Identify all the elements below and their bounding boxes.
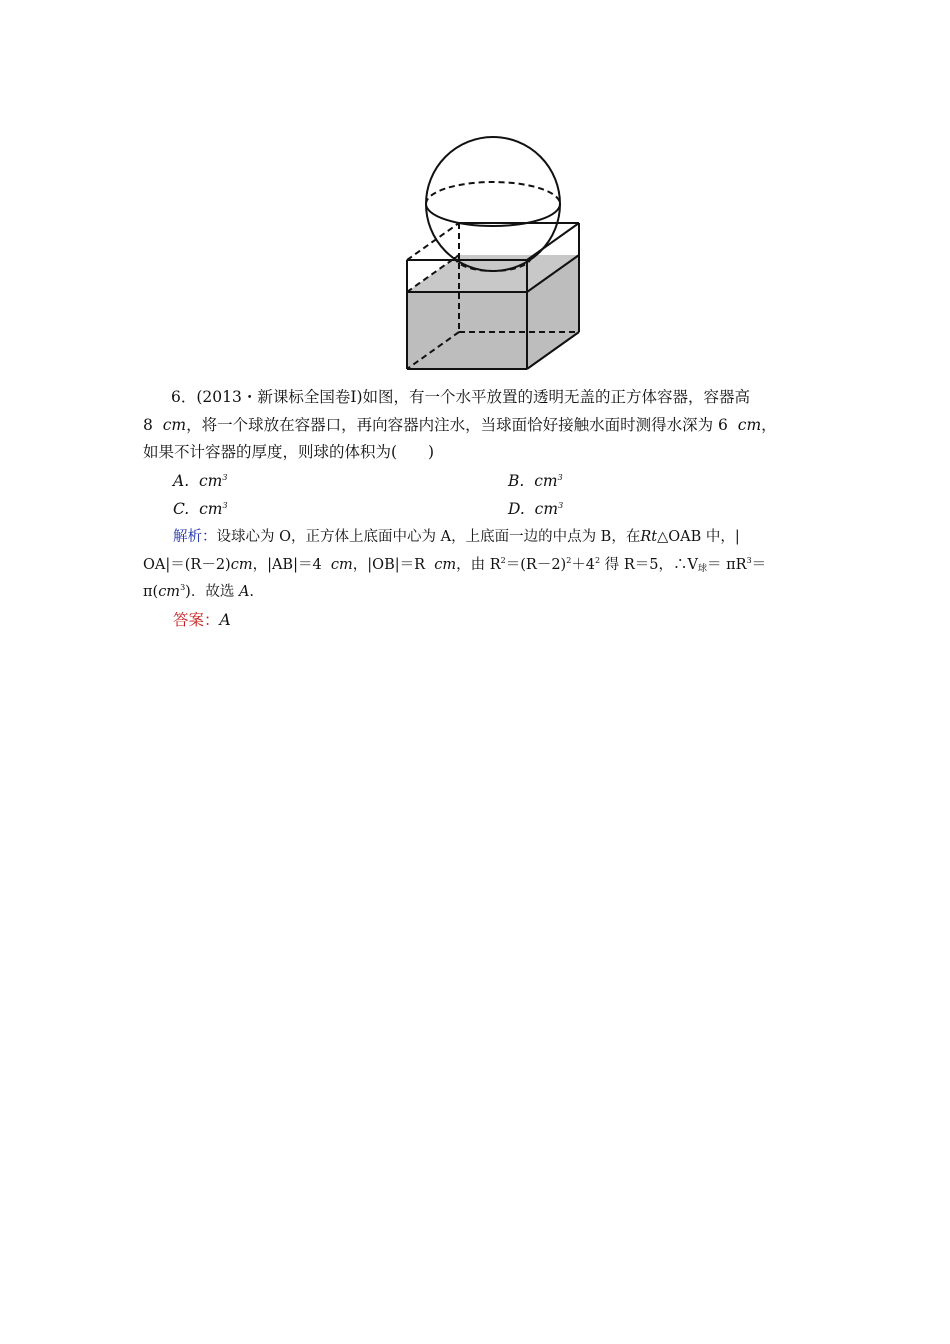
option-unit: cm bbox=[198, 472, 223, 490]
analysis-text: OA|＝(R－2) bbox=[143, 557, 231, 573]
option-unit: cm bbox=[199, 500, 223, 518]
exponent: 2 bbox=[566, 556, 572, 565]
problem-stem: 如图，有一个水平放置的透明无盖的正方体容器，容器高 bbox=[362, 388, 751, 406]
analysis-text: ＋4 bbox=[571, 557, 596, 573]
cube-hidden-edge bbox=[407, 223, 459, 260]
exponent: 2 bbox=[500, 556, 506, 565]
unit-cm: cm bbox=[230, 557, 253, 573]
analysis-text: π( bbox=[143, 584, 159, 600]
problem-text: 8 bbox=[143, 416, 153, 434]
unit-cm: cm bbox=[162, 416, 187, 434]
option-d[interactable] bbox=[508, 499, 563, 522]
answer-line bbox=[173, 610, 231, 630]
problem-line-1 bbox=[171, 387, 750, 407]
option-exponent: 3 bbox=[222, 473, 228, 482]
chosen-option: A bbox=[238, 584, 250, 600]
cube-edge bbox=[527, 223, 579, 260]
sphere-cube-figure bbox=[400, 125, 590, 375]
analysis-heading: 解析： bbox=[173, 529, 217, 545]
problem-text: 如果不计容器的厚度，则球的体积为( ) bbox=[143, 443, 435, 461]
exponent: 3 bbox=[746, 556, 752, 565]
option-c[interactable] bbox=[173, 499, 228, 522]
analysis-text: 设球心为 O，正方体上底面中心为 A，上底面一边的中点为 B，在 bbox=[216, 529, 641, 545]
analysis-line-2 bbox=[143, 555, 766, 577]
analysis-line-1 bbox=[173, 527, 740, 547]
analysis-line-3 bbox=[143, 582, 254, 604]
unit-cm: cm bbox=[330, 557, 353, 573]
analysis-text: . bbox=[249, 584, 255, 600]
problem-text: ， bbox=[761, 416, 777, 434]
analysis-text: )．故选 bbox=[185, 584, 235, 600]
analysis-text: △OAB 中，| bbox=[657, 529, 740, 545]
option-a[interactable] bbox=[173, 471, 227, 494]
unit-cm: cm bbox=[158, 584, 181, 600]
subscript: 球 bbox=[697, 564, 707, 574]
option-exponent: 3 bbox=[557, 473, 563, 482]
problem-text: ，将一个球放在容器口，再向容器内注水，当球面恰好接触水面时测得水深为 6 bbox=[186, 416, 728, 434]
analysis-text: ＝ bbox=[751, 557, 767, 573]
unit-cm: cm bbox=[434, 557, 457, 573]
exponent: 2 bbox=[595, 556, 601, 565]
option-label: A. bbox=[173, 472, 190, 490]
analysis-text: ，|OB|＝R bbox=[352, 557, 426, 573]
problem-source: (2013・新课标全国卷Ⅰ) bbox=[196, 388, 363, 406]
sphere-equator-back bbox=[426, 182, 560, 204]
answer-heading: 答案： bbox=[173, 611, 220, 629]
option-unit: cm bbox=[534, 472, 558, 490]
analysis-text: 得 R＝5，∴V bbox=[600, 557, 698, 573]
analysis-text: ，由 R bbox=[456, 557, 501, 573]
option-label: C. bbox=[173, 500, 190, 518]
unit-cm: cm bbox=[737, 416, 762, 434]
option-label: B. bbox=[508, 472, 525, 490]
problem-line-2 bbox=[143, 415, 777, 435]
analysis-text: Rt bbox=[640, 529, 658, 545]
option-label: D. bbox=[508, 500, 525, 518]
analysis-text: ，|AB|＝4 bbox=[252, 557, 322, 573]
analysis-text: ＝ πR bbox=[707, 557, 747, 573]
option-exponent: 3 bbox=[222, 501, 228, 510]
problem-line-3 bbox=[143, 442, 434, 462]
exponent: 3 bbox=[180, 583, 186, 592]
analysis-text: ＝(R－2) bbox=[505, 557, 567, 573]
problem-number: 6． bbox=[171, 388, 197, 406]
option-b[interactable] bbox=[508, 471, 563, 494]
option-exponent: 3 bbox=[558, 501, 564, 510]
option-unit: cm bbox=[534, 500, 559, 518]
answer-value: A bbox=[219, 611, 231, 629]
